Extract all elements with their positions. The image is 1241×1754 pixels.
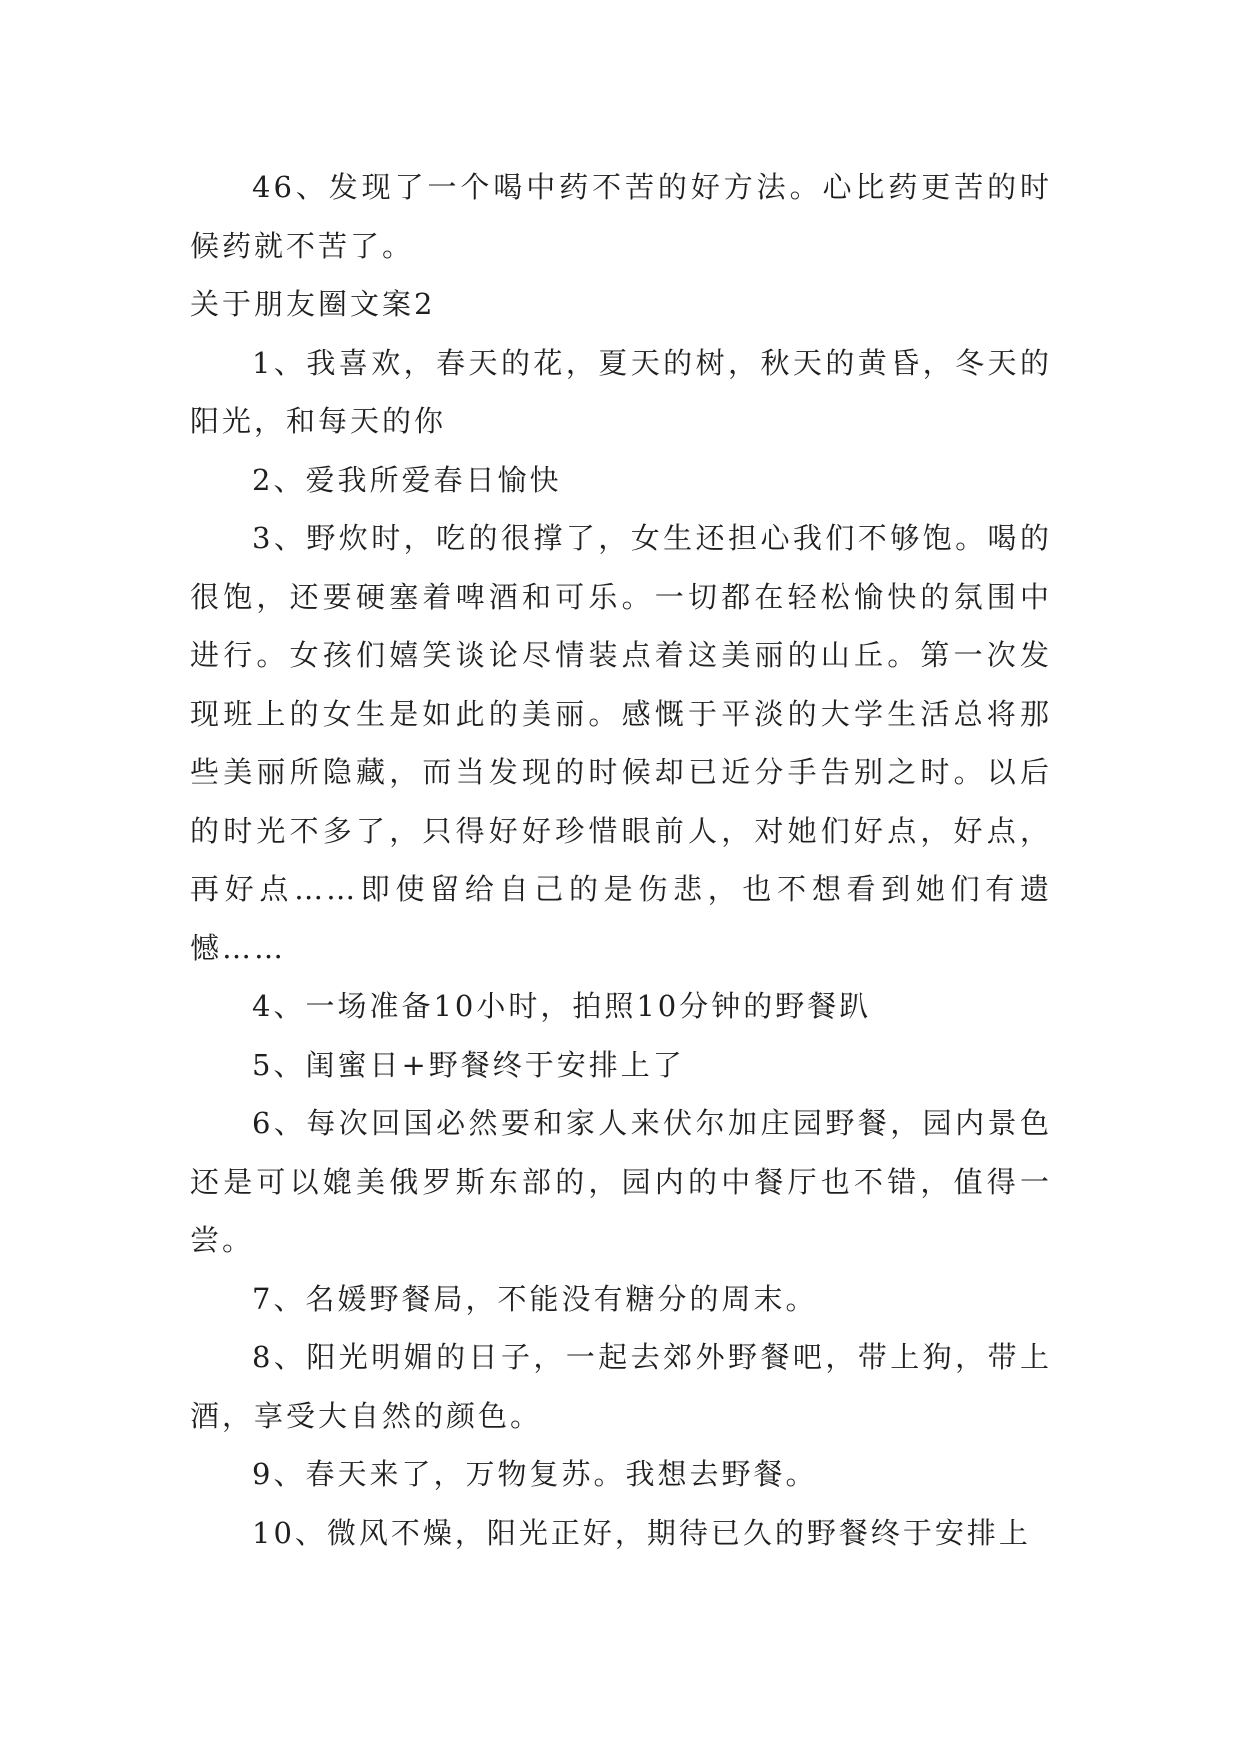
list-item-2: 2、爱我所爱春日愉快	[252, 462, 562, 497]
paragraph-46: 46、发现了一个喝中药不苦的好方法。心比药更苦的时候药就不苦了。	[190, 170, 1052, 263]
list-item-1: 1、我喜欢，春天的花，夏天的树，秋天的黄昏，冬天的阳光，和每天的你	[190, 345, 1052, 438]
section-title: 关于朋友圈文案2	[190, 287, 436, 321]
list-item-9: 9、春天来了，万物复苏。我想去野餐。	[252, 1457, 818, 1491]
list-item-3: 3、野炊时，吃的很撑了，女生还担心我们不够饱。喝的很饱，还要硬塞着啤酒和可乐。一切都在轻松愉快的氛围中进行。女孩们嬉笑谈论尽情装点着这美丽的山丘。第一次发现班上的女生是如此的美丽。感慨于平淡的大学生活总将那些美丽所隐藏，而当发现的时候却已近分手告别之时。以后的时光不多了，只得好好珍惜眼前人，对她们好点，好点，再好点……即使留给自己的是伤悲，也不想看到她们有遗憾……	[190, 521, 1052, 965]
list-item-10: 10、微风不燥，阳光正好，期待已久的野餐终于安排上	[252, 1515, 1031, 1550]
list-item-8: 8、阳光明媚的日子，一起去郊外野餐吧，带上狗，带上酒，享受大自然的颜色。	[190, 1340, 1052, 1433]
list-item-5: 5、闺蜜日+野餐终于安排上了	[252, 1047, 685, 1082]
list-item-6: 6、每次回国必然要和家人来伏尔加庄园野餐，园内景色还是可以媲美俄罗斯东部的，园内的中餐厅也不错，值得一尝。	[190, 1106, 1052, 1257]
list-item-4: 4、一场准备10小时，拍照10分钟的野餐趴	[252, 989, 872, 1023]
document-body	[190, 158, 1052, 1562]
list-item-7: 7、名媛野餐局，不能没有糖分的周末。	[252, 1281, 818, 1316]
